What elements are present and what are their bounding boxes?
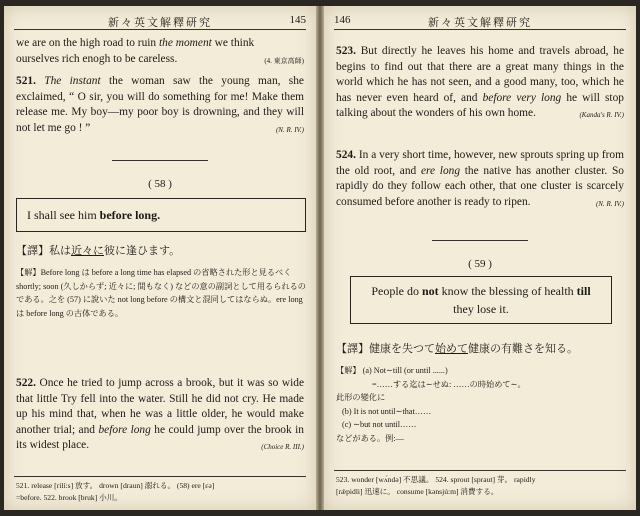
explanation-note: 【解】Before long は before a long time has elapsed の省略された形と見るべく shortly; soon (久しからず; 近々に; 間もなく) などの意の副詞として用るられるのである。之を (57) に說いた not long before の構文と混同してはならぬ。ere long は before long の古体である。: [16, 268, 306, 318]
example-number: 521.: [16, 75, 36, 87]
example-number: 523.: [336, 45, 356, 57]
source-citation: (Choice R. III.): [261, 443, 304, 452]
footnotes: 523. wonder [wʌ́ndə] 不思議。 524. sprout [spraut] 芽。 rapidly [rǽpidli] 迅速に。 consume [kənsjú:m] 消費する。: [336, 475, 536, 496]
footnote-rule: [334, 470, 626, 471]
left-page-header: [14, 14, 306, 30]
continued-passage: we are on the high road to ruin the moment we think ourselves rich enogh to be careless. (4. 東京高師): [16, 36, 304, 69]
source-citation: (N. R. IV.): [595, 199, 624, 208]
left-page: [4, 6, 316, 510]
source-citation: (N. R. IV.): [275, 125, 304, 134]
example-521: 521. The instant the woman saw the young man, she exclaimed, “ O sir, you will do something for me! Make them release me. My boy—my poor boy is drowning, and they will not let me go ! ” (N. R. IV.): [16, 74, 304, 138]
example-524: 524. In a very short time, however, new sprouts spring up from the old root, and ere long the native has another cluster. So rapidly do they follow each other, that one cluster is scarcely consumed before another is ready to ripen. (N. R. IV.): [336, 148, 624, 212]
running-title: 新々英文解釋研究: [428, 17, 532, 29]
page-number: 145: [289, 14, 306, 26]
example-522: 522. Once he tried to jump across a brook, but it was so wide that little Try fell into the water. Still he did not cry. He made up his mind that, when he was a little older, he would make another trial; and before long he could jump over the brook in its widest place. (Choice R. III.): [16, 376, 304, 456]
section-number: ( 59 ): [468, 258, 492, 270]
source-citation: (Kanda's R. IV.): [579, 111, 624, 120]
example-number: 522.: [16, 377, 36, 389]
example-number: 524.: [336, 149, 356, 161]
page-number: 146: [334, 14, 351, 26]
right-page: [324, 6, 636, 510]
explanation-note: 【解】 (a) Not∼till (or until ......) =……する迄は∼せぬ: ……の時始めて∼。 此形の變化に (b) It is not until∼that…… (c) ∼but not until…… などがある。例:—: [336, 366, 526, 443]
key-sentence-box: People do not know the blessing of health till they lose it.: [350, 276, 612, 324]
footnote-rule: [14, 476, 306, 477]
example-523: 523. But directly he leaves his home and travels abroad, he begins to find out that there are a great many things in the world which he has not seen, and a good many, too, which he has never even heard of, and before very long he will stop talking about the wonders of his own home. (Kanda's R. IV.): [336, 44, 624, 124]
section-number: ( 58 ): [148, 178, 172, 190]
section-divider: [112, 160, 208, 161]
translation: 【譯】健康を失つて始めて健康の有難さを知る。: [336, 343, 578, 355]
key-sentence-box: I shall see him before long.: [16, 198, 306, 232]
section-divider: [432, 240, 528, 241]
translation: 【譯】私は近々に彼に逢ひます。: [16, 245, 181, 257]
header-rule: [334, 29, 626, 30]
footnotes: 521. release [rilí:s] 放す。 drown [draun] 溺れる。 (58) ere [εə] =before. 522. brook [bruk] 小川。: [16, 481, 215, 502]
header-rule: [14, 29, 306, 30]
right-page-header: [334, 14, 626, 30]
book-gutter: [316, 6, 324, 510]
source-citation: (4. 東京高師): [264, 56, 304, 65]
running-title: 新々英文解釋研究: [108, 17, 212, 29]
